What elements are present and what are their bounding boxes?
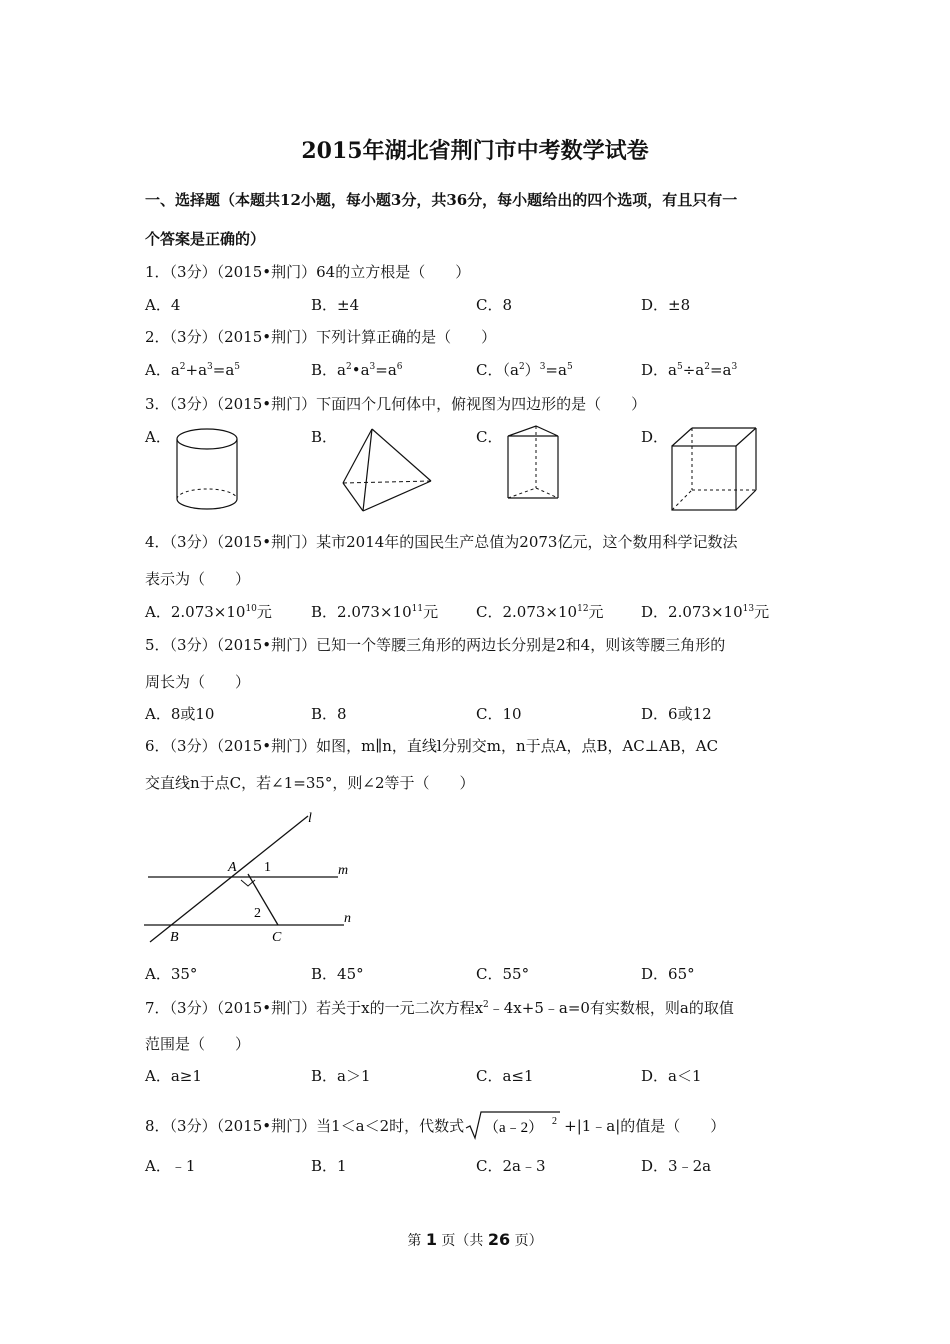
cylinder-figure bbox=[170, 425, 245, 515]
q4-option-b: B．$2.073\times 10^{11}$元 bbox=[311, 603, 439, 621]
q3-option-d-label: D． bbox=[641, 428, 669, 446]
section-heading-line2: 个答案是正确的） bbox=[145, 230, 266, 248]
q5-option-a: A．8或10 bbox=[145, 705, 215, 723]
label-angle-2: 2 bbox=[254, 906, 261, 921]
label-a: A bbox=[228, 860, 237, 875]
q6-stem-line2: 交直线n于点C，若∠1=35°，则∠2等于（ ） bbox=[145, 774, 475, 792]
q8-option-b: B．1 bbox=[311, 1157, 347, 1175]
label-n: n bbox=[344, 911, 351, 926]
q4-option-a: A．$2.073\times 10^{10}$元 bbox=[145, 603, 272, 621]
q6-option-d: D．65° bbox=[641, 965, 695, 983]
label-m: m bbox=[338, 863, 349, 878]
q1-option-c: C．8 bbox=[476, 296, 513, 314]
q1-option-b: B．±4 bbox=[311, 296, 360, 314]
q7-stem-line1: 7．（3分）（2015•荆门）若关于x的一元二次方程$x^2﹣4x+5﹣a=0$有实数根，则a的取值 bbox=[145, 999, 734, 1017]
line-l bbox=[150, 816, 308, 942]
prism-figure bbox=[500, 422, 565, 504]
q1-option-a: A．4 bbox=[145, 296, 181, 314]
page-number: 1 bbox=[425, 1230, 437, 1249]
q7-option-b: B．a＞1 bbox=[311, 1067, 371, 1085]
q5-option-d: D．6或12 bbox=[641, 705, 712, 723]
q4-stem-line1: 4．（3分）（2015•荆门）某市2014年的国民生产总值为2073亿元，这个数用科学记数法 bbox=[145, 533, 738, 551]
cube-figure bbox=[668, 424, 763, 514]
sqrt-expression bbox=[464, 1110, 564, 1140]
q4-stem-line2: 表示为（ ） bbox=[145, 570, 251, 588]
q8-option-d: D．3﹣2a bbox=[641, 1157, 712, 1175]
page-total: 26 bbox=[487, 1230, 511, 1249]
q1-option-d: D．±8 bbox=[641, 296, 691, 314]
pyramid-figure bbox=[335, 425, 435, 520]
q8-option-c: C．2a﹣3 bbox=[476, 1157, 546, 1175]
q4-option-c: C．$2.073\times 10^{12}$元 bbox=[476, 603, 604, 621]
q1-stem: 1．（3分）（2015•荆门）64的立方根是（ ） bbox=[145, 263, 471, 281]
q7-option-c: C．a≤1 bbox=[476, 1067, 534, 1085]
q2-option-a: A．$a^2+a^3=a^5$ bbox=[145, 361, 241, 379]
q8-option-a: A．﹣1 bbox=[145, 1157, 196, 1175]
q5-stem-line1: 5．（3分）（2015•荆门）已知一个等腰三角形的两边长分别是2和4，则该等腰三角形的 bbox=[145, 636, 726, 654]
q2-option-b: B．$a^2•a^3=a^6$ bbox=[311, 361, 403, 379]
q4-option-d: D．$2.073\times 10^{13}$元 bbox=[641, 603, 770, 621]
q7-stem-line2: 范围是（ ） bbox=[145, 1035, 251, 1053]
page-footer: 第 1 页（共 26 页） bbox=[407, 1230, 543, 1249]
q3-option-b-label: B． bbox=[311, 428, 338, 446]
q5-stem-line2: 周长为（ ） bbox=[145, 673, 251, 691]
section-heading-line1: 一、选择题（本题共12小题，每小题3分，共36分，每小题给出的四个选项，有且只有一 bbox=[145, 191, 738, 209]
radical-sign bbox=[464, 1110, 564, 1140]
page-title: 2015年湖北省荆门市中考数学试卷 bbox=[301, 138, 649, 164]
q2-option-c: C．$(a^2)^3=a^5$ bbox=[476, 361, 573, 379]
q7-option-a: A．a≥1 bbox=[145, 1067, 202, 1085]
q3-option-c-label: C． bbox=[476, 428, 503, 446]
q2-stem: 2．（3分）（2015•荆门）下列计算正确的是（ ） bbox=[145, 328, 497, 346]
q6-stem-line1: 6．（3分）（2015•荆门）如图，m∥n，直线l分别交m，n于点A，点B，AC⊥AB，AC bbox=[145, 737, 719, 755]
q6-option-a: A．35° bbox=[145, 965, 198, 983]
label-c: C bbox=[272, 930, 282, 945]
q7-option-d: D．a＜1 bbox=[641, 1067, 702, 1085]
q3-stem: 3．（3分）（2015•荆门）下面四个几何体中，俯视图为四边形的是（ ） bbox=[145, 395, 647, 413]
parallel-lines-figure bbox=[140, 808, 365, 948]
label-b: B bbox=[170, 930, 179, 945]
q5-option-b: B．8 bbox=[311, 705, 347, 723]
label-angle-1: 1 bbox=[264, 860, 271, 875]
q3-option-a-label: A． bbox=[145, 428, 171, 446]
svg-text:（a﹣2）: （a﹣2） bbox=[484, 1120, 544, 1136]
label-l: l bbox=[308, 811, 312, 826]
q5-option-c: C．10 bbox=[476, 705, 522, 723]
svg-text:2: 2 bbox=[552, 1116, 558, 1127]
q8-stem: 8．（3分）（2015•荆门）当1＜a＜2时，代数式 （a﹣2） 2 +|1﹣a|的值是（ ） bbox=[145, 1110, 725, 1140]
q2-option-d: D．$a^5\div a^2=a^3$ bbox=[641, 361, 738, 379]
q6-option-c: C．55° bbox=[476, 965, 530, 983]
q6-option-b: B．45° bbox=[311, 965, 364, 983]
